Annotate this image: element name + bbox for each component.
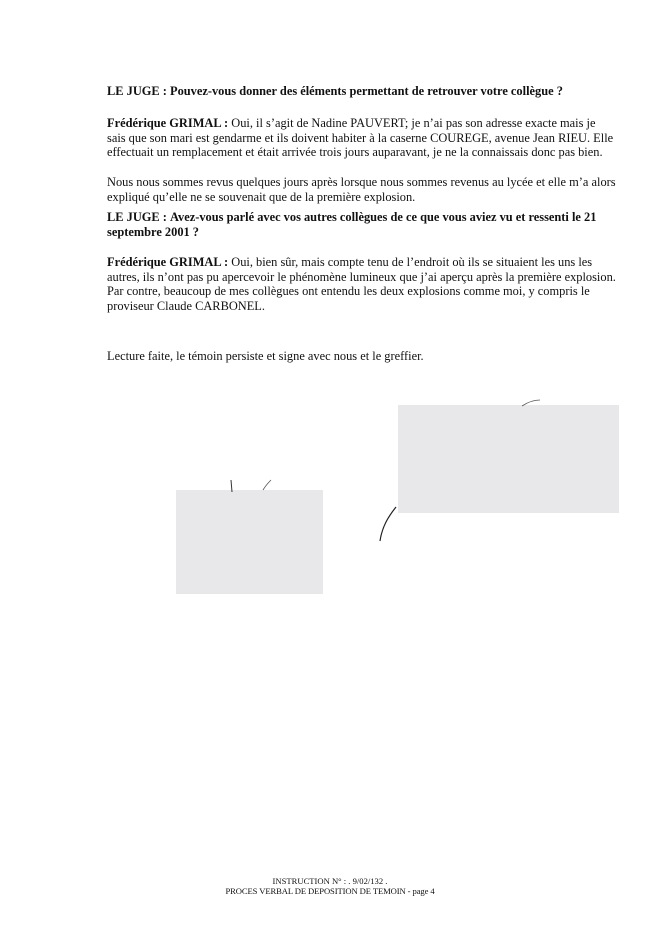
redacted-witness-signature <box>176 490 323 594</box>
instruction-number: INSTRUCTION N° : . 9/02/132 . <box>272 876 388 886</box>
document-title-page: PROCES VERBAL DE DEPOSITION DE TEMOIN - page 4 <box>225 886 435 896</box>
question-text: Avez-vous parlé avec vos autres collègues de ce que vous aviez vu et ressenti le 21 septembre 2001 ? <box>107 210 597 239</box>
pen-stroke-mark <box>376 505 400 545</box>
redacted-judge-signature <box>398 405 619 513</box>
speaker-label: Frédérique GRIMAL : <box>107 255 229 269</box>
speaker-label: LE JUGE : <box>107 210 167 224</box>
question-1 <box>107 84 617 99</box>
answer-text: Oui, bien sûr, mais compte tenu de l’endroit où ils se situaient les uns les autres, ils n’ont pas pu apercevoir le phénomène lumineux que j’ai aperçu après la première explosion. Par contre, beaucoup de mes collègues ont entendu les deux explosions comme moi, y compris le proviseur Claude CARBONEL. <box>107 255 616 313</box>
pen-tick-mark <box>520 396 544 408</box>
answer-2 <box>107 255 617 313</box>
pen-tick-mark <box>225 478 275 494</box>
page-footer <box>195 876 465 896</box>
closing-text: Lecture faite, le témoin persiste et signe avec nous et le greffier. <box>107 349 424 363</box>
speaker-label: LE JUGE : <box>107 84 167 98</box>
answer-text: Oui, il s’agit de Nadine PAUVERT; je n’ai pas son adresse exacte mais je sais que son mari est gendarme et ils doivent habiter à la caserne COUREGE, avenue Jean RIEU. Elle effectuait un remplacement et était arrivée trois jours auparavant, je ne la connaissais donc pas bien. <box>107 116 614 160</box>
question-text: Pouvez-vous donner des éléments permettant de retrouver votre collègue ? <box>170 84 563 98</box>
question-2 <box>107 210 617 239</box>
answer-text: Nous nous sommes revus quelques jours après lorsque nous sommes revenus au lycée et elle m’a alors expliqué qu’elle ne se souvenait que de la première explosion. <box>107 175 616 204</box>
answer-1-continued <box>107 175 617 204</box>
closing-statement <box>107 349 617 364</box>
speaker-label: Frédérique GRIMAL : <box>107 116 229 130</box>
answer-1 <box>107 116 617 160</box>
